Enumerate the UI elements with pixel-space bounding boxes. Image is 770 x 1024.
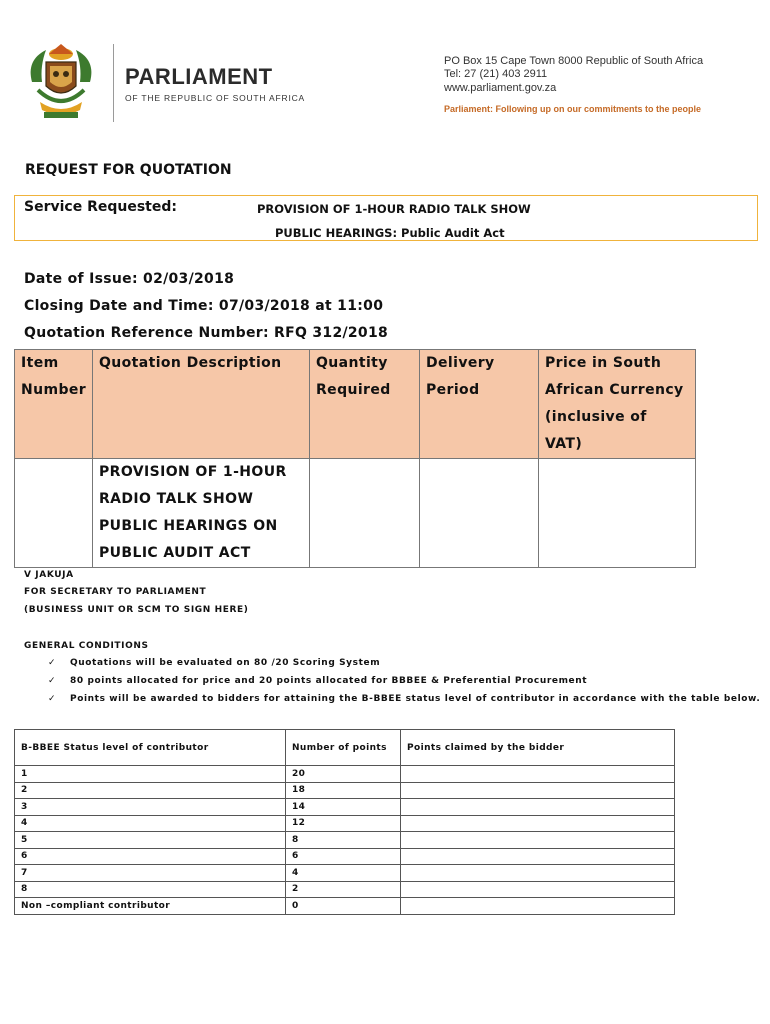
- table-row: [15, 865, 675, 882]
- contact-website-link[interactable]: www.parliament.gov.za: [444, 82, 557, 94]
- signatory-name: V JAKUJA: [24, 570, 74, 580]
- points-cell: 8: [286, 832, 401, 849]
- contact-address: PO Box 15 Cape Town 8000 Republic of South Africa: [444, 55, 704, 67]
- header-item-number: Item Number: [15, 350, 93, 459]
- quotation-reference-number: Quotation Reference Number: RFQ 312/2018: [24, 325, 389, 341]
- points-claimed-cell[interactable]: [401, 799, 675, 816]
- signature-instruction: (BUSINESS UNIT OR SCM TO SIGN HERE): [24, 605, 249, 615]
- item-delivery-cell[interactable]: [420, 459, 539, 568]
- status-level-cell: 5: [15, 832, 286, 849]
- condition-item: [48, 694, 760, 704]
- condition-text: Quotations will be evaluated on 80 /20 Scoring System: [70, 658, 381, 668]
- table-row: [15, 898, 675, 915]
- table-row: [15, 782, 675, 799]
- status-level-cell: 7: [15, 865, 286, 882]
- table-row: [15, 848, 675, 865]
- header-status-level: B-BBEE Status level of contributor: [15, 730, 286, 766]
- checkmark-icon: ✓: [48, 676, 57, 686]
- points-cell: 4: [286, 865, 401, 882]
- points-cell: 18: [286, 782, 401, 799]
- points-cell: 14: [286, 799, 401, 816]
- points-claimed-cell[interactable]: [401, 865, 675, 882]
- header-quantity-required: Quantity Required: [310, 350, 420, 459]
- points-claimed-cell[interactable]: [401, 848, 675, 865]
- points-claimed-cell[interactable]: [401, 782, 675, 799]
- general-conditions-title: GENERAL CONDITIONS: [24, 641, 149, 651]
- status-level-cell: 8: [15, 881, 286, 898]
- bbbee-points-table: [14, 729, 675, 915]
- points-cell: 6: [286, 848, 401, 865]
- status-level-cell: 4: [15, 815, 286, 832]
- points-cell: 12: [286, 815, 401, 832]
- condition-text: Points will be awarded to bidders for attaining the B-BBEE status level of contributor in accordance with the table below.: [70, 694, 761, 704]
- header-divider: [113, 44, 114, 122]
- header-points-claimed: Points claimed by the bidder: [401, 730, 675, 766]
- item-number-cell[interactable]: [15, 459, 93, 568]
- service-description-line-2: PUBLIC HEARINGS: Public Audit Act: [275, 226, 505, 240]
- checkmark-icon: ✓: [48, 658, 57, 668]
- table-row: [15, 881, 675, 898]
- header-delivery-period: Delivery Period: [420, 350, 539, 459]
- closing-date-time: Closing Date and Time: 07/03/2018 at 11:00: [24, 298, 384, 314]
- status-level-cell: 2: [15, 782, 286, 799]
- points-claimed-cell[interactable]: [401, 898, 675, 915]
- table-row: [15, 832, 675, 849]
- date-of-issue: Date of Issue: 02/03/2018: [24, 271, 235, 287]
- table-row: [15, 815, 675, 832]
- table-row: [15, 766, 675, 783]
- header-number-of-points: Number of points: [286, 730, 401, 766]
- item-description-cell: PROVISION OF 1-HOUR RADIO TALK SHOW PUBLIC HEARINGS ON PUBLIC AUDIT ACT: [93, 459, 310, 568]
- condition-item: [48, 676, 587, 686]
- quotation-header-row: [15, 350, 696, 459]
- quotation-table: [14, 349, 696, 568]
- signatory-title: FOR SECRETARY TO PARLIAMENT: [24, 587, 207, 597]
- bbbee-header-row: [15, 730, 675, 766]
- points-claimed-cell[interactable]: [401, 766, 675, 783]
- points-cell: 0: [286, 898, 401, 915]
- points-claimed-cell[interactable]: [401, 815, 675, 832]
- contact-telephone: Tel: 27 (21) 403 2911: [444, 68, 548, 80]
- points-cell: 20: [286, 766, 401, 783]
- parliament-coat-of-arms-logo: [20, 42, 102, 124]
- item-quantity-cell[interactable]: [310, 459, 420, 568]
- service-description-line-1: PROVISION OF 1-HOUR RADIO TALK SHOW: [257, 202, 531, 216]
- points-claimed-cell[interactable]: [401, 832, 675, 849]
- status-level-cell: 1: [15, 766, 286, 783]
- status-level-cell: 3: [15, 799, 286, 816]
- condition-item: [48, 658, 380, 668]
- quotation-item-row: [15, 459, 696, 568]
- checkmark-icon: ✓: [48, 694, 57, 704]
- header-quotation-description: Quotation Description: [93, 350, 310, 459]
- tagline: Parliament: Following up on our commitments to the people: [444, 104, 702, 114]
- table-row: [15, 799, 675, 816]
- brand-subtitle: OF THE REPUBLIC OF SOUTH AFRICA: [125, 93, 306, 103]
- points-cell: 2: [286, 881, 401, 898]
- document-title: REQUEST FOR QUOTATION: [25, 162, 232, 178]
- status-level-cell: 6: [15, 848, 286, 865]
- brand-name: PARLIAMENT: [125, 64, 273, 89]
- points-claimed-cell[interactable]: [401, 881, 675, 898]
- status-level-cell: Non –compliant contributor: [15, 898, 286, 915]
- condition-text: 80 points allocated for price and 20 points allocated for BBBEE & Preferential Procurement: [70, 676, 588, 686]
- item-price-cell[interactable]: [539, 459, 696, 568]
- header-price: Price in South African Currency (inclusive of VAT): [539, 350, 696, 459]
- service-requested-label: Service Requested:: [24, 199, 177, 215]
